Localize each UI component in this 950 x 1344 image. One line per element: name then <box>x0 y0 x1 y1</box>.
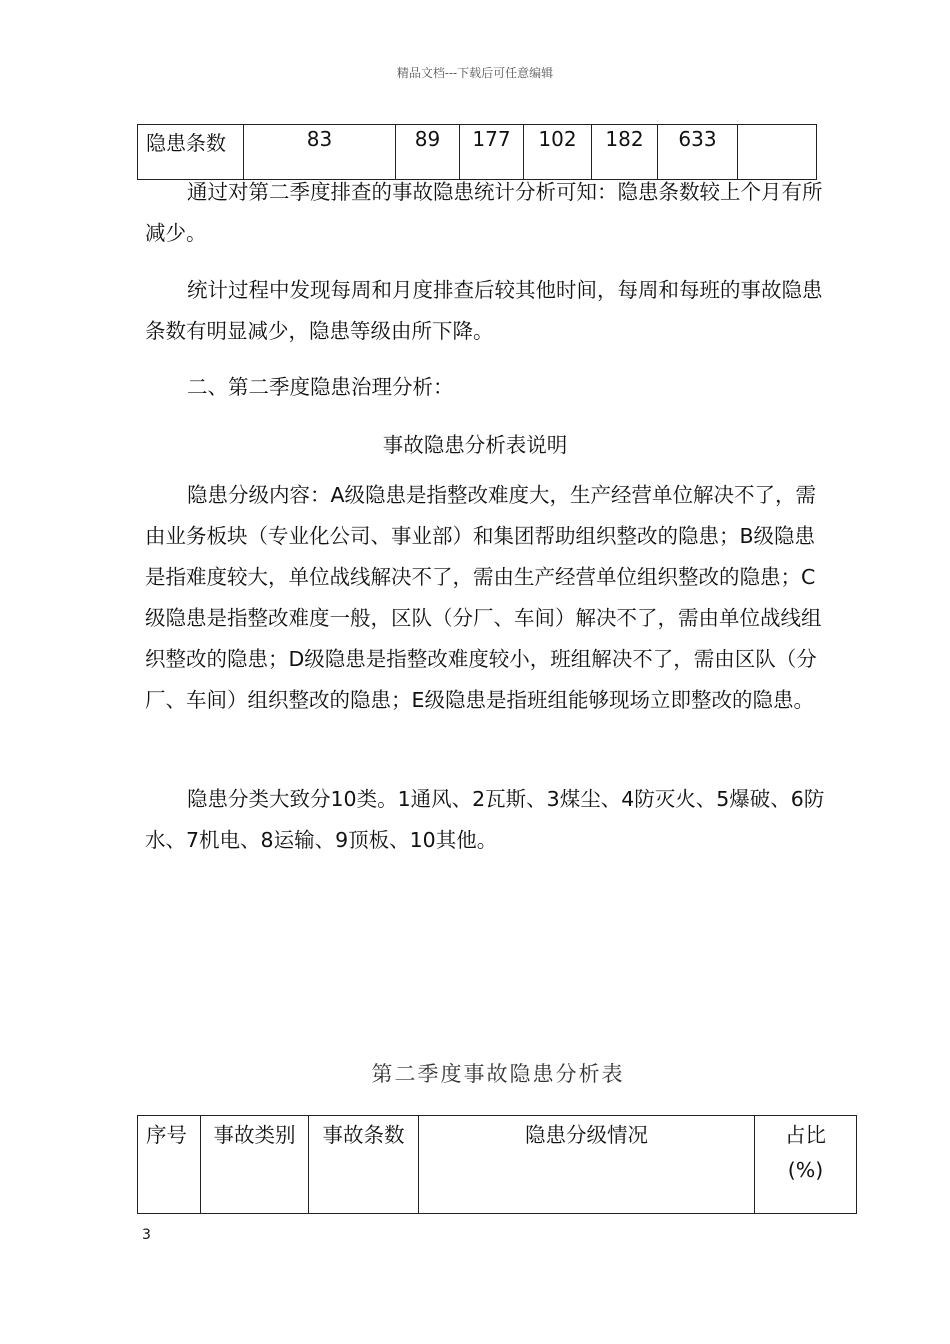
paragraph-categories: 隐患分类大致分10类。1通风、2瓦斯、3煤尘、4防灭火、5爆破、6防水、7机电、8运输、9顶板、10其他。 <box>145 787 825 852</box>
table-cell: 83 <box>244 125 396 180</box>
table-cell: 102 <box>524 125 592 180</box>
header-cell-ratio <box>755 1116 857 1214</box>
header-cell-count: 事故条数 <box>309 1116 419 1214</box>
header-cell-index: 序号 <box>138 1116 201 1214</box>
ratio-unit: (%) <box>787 1158 824 1182</box>
paragraph-grading: 隐患分级内容：A级隐患是指整改难度大，生产经营单位解决不了，需由业务板块（专业化公司、事业部）和集团帮助组织整改的隐患；B级隐患是指难度较大，单位战线解决不了，需由生产经营单位组织整改的隐患；C级隐患是指整改难度一般，区队（分厂、车间）解决不了，需由单位战线组织整改的隐患；D级隐患是指整改难度较小，班组解决不了，需由区队（分厂、车间）组织整改的隐患；E级隐患是指班组能够现场立即整改的隐患。 <box>145 483 822 712</box>
header-note: 精品文档---下载后可任意编辑 <box>396 66 554 80</box>
paragraph-statistics: 统计过程中发现每周和月度排查后较其他时间，每周和每班的事故隐患条数有明显减少，隐患等级由所下降。 <box>145 278 823 343</box>
ratio-label: 占比 <box>785 1123 826 1147</box>
header-cell-grading: 隐患分级情况 <box>419 1116 755 1214</box>
explain-title: 事故隐患分析表说明 <box>382 433 568 457</box>
row-label: 隐患条数 <box>138 125 244 180</box>
table-cell: 89 <box>396 125 460 180</box>
header-cell-category: 事故类别 <box>201 1116 309 1214</box>
paragraph-summary: 通过对第二季度排查的事故隐患统计分析可知：隐患条数较上个月有所减少。 <box>145 180 823 245</box>
table-cell: 177 <box>460 125 524 180</box>
table-cell: 633 <box>658 125 738 180</box>
table-caption: 第二季度事故隐患分析表 <box>371 1062 625 1086</box>
page-number: 3 <box>142 1227 151 1243</box>
table-header-row <box>138 1116 857 1214</box>
table-cell: 182 <box>592 125 658 180</box>
section-heading: 二、第二季度隐患治理分析： <box>187 375 454 399</box>
hazard-analysis-table <box>137 1115 857 1214</box>
